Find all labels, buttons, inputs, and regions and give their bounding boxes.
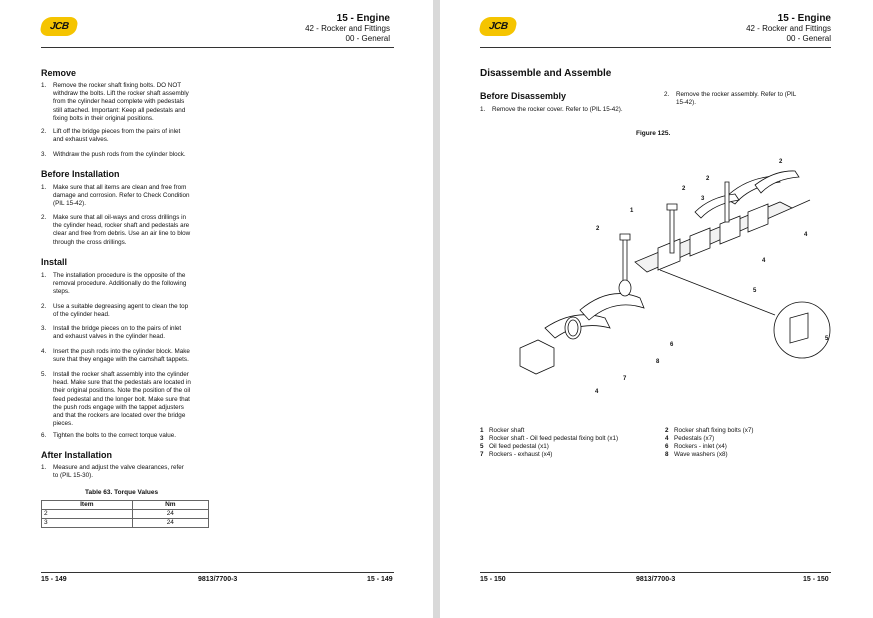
step-line: Withdraw the push rods from the cylinder block. xyxy=(53,151,186,158)
step-number: 6. xyxy=(41,432,47,439)
callout-label: 7 xyxy=(623,376,627,382)
step-line: Use a suitable degreasing agent to clean the top xyxy=(53,303,189,310)
step-line: clear and free from debris. Use an air line to blow xyxy=(53,230,191,238)
step-line: Install the bridge pieces on to the pairs of inlet xyxy=(53,325,182,332)
step-line: their original positions. Note the position of the oil xyxy=(53,387,191,395)
step-line: and exhaust valves in the cylinder head. xyxy=(53,333,166,341)
legend-item xyxy=(480,443,549,451)
step-number: 2. xyxy=(41,303,47,310)
after-installation-heading: After Installation xyxy=(41,450,113,460)
step-line: Make sure that all items are clean and free from xyxy=(53,184,187,191)
step-text xyxy=(53,128,213,144)
callout-label: 4 xyxy=(762,258,766,264)
step-item xyxy=(41,82,213,123)
legend-number: 7 xyxy=(480,451,484,458)
step-line: from the cylinder head complete with pedestals xyxy=(53,98,185,106)
step-text xyxy=(53,214,213,247)
step-line: fixing bolts in their original positions. xyxy=(53,114,154,122)
step-item xyxy=(664,91,832,108)
step-number: 3. xyxy=(41,151,47,158)
step-line: Insert the push rods into the cylinder block. Make xyxy=(53,348,190,355)
step-line: removal procedure. Additionally do the following xyxy=(53,280,187,288)
callout-label: 1 xyxy=(630,208,634,214)
step-line: to (PIL 15-30). xyxy=(53,472,94,480)
step-line: the push rods engage with the tappet adjusters xyxy=(53,403,184,411)
legend-text: Rockers - inlet (x4) xyxy=(674,443,727,450)
step-text xyxy=(676,91,832,107)
header-subsubsection: 00 - General xyxy=(786,34,831,43)
callout-label: 4 xyxy=(595,389,599,395)
step-item xyxy=(41,184,213,209)
table-cell: 3 xyxy=(42,519,133,528)
footer-rule xyxy=(480,572,831,573)
step-item xyxy=(41,432,213,440)
step-line: Measure and adjust the valve clearances, refer xyxy=(53,464,184,471)
legend-item xyxy=(665,435,714,443)
header-subsection: 42 - Rocker and Fittings xyxy=(305,24,390,33)
header-section: 15 - Engine xyxy=(777,13,831,24)
step-line: (PIL 15-42). xyxy=(53,200,87,208)
jcb-logo: JCB xyxy=(39,17,79,36)
table-cell: 24 xyxy=(132,510,208,519)
step-line: still attached. Important: Keep all pedestals and xyxy=(53,106,186,114)
step-number: 1. xyxy=(41,82,47,89)
step-number: 2. xyxy=(41,128,47,135)
step-line: steps. xyxy=(53,288,70,296)
footer-rule xyxy=(41,572,394,573)
legend-text: Rockers - exhaust (x4) xyxy=(489,451,553,458)
step-line: Make sure that all oil-ways and cross drillings in xyxy=(53,214,186,221)
step-text xyxy=(53,303,213,319)
legend-item xyxy=(665,443,727,451)
left-page xyxy=(0,0,433,618)
footer-doc-number: 9813/7700-3 xyxy=(636,576,676,583)
step-item xyxy=(41,464,213,480)
step-line: and that the rockers are located over the bridge xyxy=(53,412,186,420)
callout-label: 5 xyxy=(753,288,757,294)
legend-number: 4 xyxy=(665,435,669,442)
step-item xyxy=(41,348,213,364)
callout-label: 3 xyxy=(701,196,705,202)
step-line: 15-42). xyxy=(676,99,696,107)
callout-label: 6 xyxy=(670,342,674,348)
legend-text: Rocker shaft xyxy=(489,427,525,434)
before-disassembly-heading: Before Disassembly xyxy=(480,91,567,101)
header-subsubsection: 00 - General xyxy=(345,34,390,43)
step-line: Remove the rocker shaft fixing bolts. DO NOT xyxy=(53,82,182,89)
step-text xyxy=(53,272,213,297)
step-number: 1. xyxy=(41,464,47,471)
step-text xyxy=(53,151,213,159)
footer-page-number-right: 15 - 150 xyxy=(803,576,829,583)
callout-label: 2 xyxy=(596,226,600,232)
rocker-assembly-diagram xyxy=(480,150,835,400)
step-line: the cylinder head, rocker shaft and pedestals are xyxy=(53,222,190,230)
step-number: 1. xyxy=(480,106,486,113)
step-item xyxy=(41,303,213,319)
step-item xyxy=(41,151,213,159)
table-cell: 24 xyxy=(132,519,208,528)
legend-text: Wave washers (x8) xyxy=(674,451,728,458)
before-installation-heading: Before Installation xyxy=(41,169,120,179)
step-item xyxy=(41,371,213,428)
header-rule xyxy=(41,47,394,48)
legend-number: 2 xyxy=(665,427,669,434)
torque-table xyxy=(41,500,209,528)
step-item xyxy=(41,325,213,341)
legend-number: 1 xyxy=(480,427,484,434)
step-line: of the cylinder head. xyxy=(53,311,110,319)
step-line: pieces. xyxy=(53,420,73,428)
step-item xyxy=(480,106,645,114)
step-text xyxy=(492,106,645,114)
legend-item xyxy=(665,451,728,459)
step-line: damage and corrosion. Refer to Check Condition xyxy=(53,192,190,200)
step-line: The installation procedure is the opposite of the xyxy=(53,272,186,279)
install-heading: Install xyxy=(41,257,68,267)
legend-number: 3 xyxy=(480,435,484,442)
footer-page-number: 15 - 149 xyxy=(41,576,67,583)
callout-label: 2 xyxy=(682,186,686,192)
step-line: Tighten the bolts to the correct torque value. xyxy=(53,432,176,439)
page-header xyxy=(746,14,831,44)
footer-page-number: 15 - 150 xyxy=(480,576,506,583)
step-line: and exhaust valves. xyxy=(53,136,109,144)
step-number: 2. xyxy=(664,91,670,98)
legend-item xyxy=(480,451,552,459)
callout-label: 2 xyxy=(779,159,783,165)
jcb-logo: JCB xyxy=(478,17,518,36)
footer-doc-number: 9813/7700-3 xyxy=(198,576,238,583)
step-number: 5. xyxy=(41,371,47,378)
callout-label: 2 xyxy=(706,176,710,182)
step-text xyxy=(53,184,213,209)
legend-item xyxy=(480,427,524,435)
header-rule xyxy=(480,47,831,48)
disassemble-title: Disassemble and Assemble xyxy=(480,68,612,79)
step-line: Install the rocker shaft assembly into the cylinder xyxy=(53,371,189,378)
header-subsection: 42 - Rocker and Fittings xyxy=(746,24,831,33)
step-item xyxy=(41,214,213,247)
table-caption: Table 63. Torque Values xyxy=(85,489,159,496)
step-number: 4. xyxy=(41,348,47,355)
right-page xyxy=(440,0,873,618)
legend-number: 8 xyxy=(665,451,669,458)
step-line: Remove the rocker cover. Refer to (PIL 15-42). xyxy=(492,106,623,113)
step-line: Remove the rocker assembly. Refer to (PIL xyxy=(676,91,797,98)
legend-text: Oil feed pedestal (x1) xyxy=(489,443,549,450)
legend-text: Pedestals (x7) xyxy=(674,435,715,442)
table-row xyxy=(42,519,209,528)
step-text xyxy=(53,371,213,428)
step-item xyxy=(41,272,213,297)
callout-label: 5 xyxy=(825,336,829,342)
step-line: sure that they engage with the camshaft tappets. xyxy=(53,356,189,364)
legend-item xyxy=(665,427,753,435)
legend-number: 5 xyxy=(480,443,484,450)
page-header xyxy=(305,14,390,44)
diagram-drawing xyxy=(520,171,830,374)
callout-labels xyxy=(595,159,829,395)
table-row xyxy=(42,510,209,519)
step-text xyxy=(53,325,213,341)
legend-item xyxy=(480,435,618,443)
table-cell: 2 xyxy=(42,510,133,519)
step-number: 3. xyxy=(41,325,47,332)
step-number: 2. xyxy=(41,214,47,221)
step-number: 1. xyxy=(41,184,47,191)
legend-number: 6 xyxy=(665,443,669,450)
step-line: through the cross drillings. xyxy=(53,238,127,246)
step-text xyxy=(53,432,213,440)
step-line: Lift off the bridge pieces from the pairs of inlet xyxy=(53,128,181,135)
legend-text: Rocker shaft - Oil feed pedestal fixing bolt (x1) xyxy=(489,435,619,442)
step-line: feed pedestal and the longer bolt. Make sure that xyxy=(53,395,190,403)
step-text xyxy=(53,82,213,123)
step-text xyxy=(53,464,213,480)
step-text xyxy=(53,348,213,364)
step-line: withdraw the bolts. Lift the rocker shaft assembly xyxy=(53,90,189,98)
figure-caption: Figure 125. xyxy=(636,130,671,137)
step-line: head. Make sure that the pedestals are located in xyxy=(53,379,191,387)
step-number: 1. xyxy=(41,272,47,279)
header-section: 15 - Engine xyxy=(336,13,390,24)
footer-page-number-right: 15 - 149 xyxy=(367,576,393,583)
table-header-nm: Nm xyxy=(132,501,208,510)
step-item xyxy=(41,128,213,144)
callout-label: 4 xyxy=(804,232,808,238)
table-header-item: Item xyxy=(42,501,133,510)
callout-label: 8 xyxy=(656,359,660,365)
legend-text: Rocker shaft fixing bolts (x7) xyxy=(674,427,754,434)
remove-heading: Remove xyxy=(41,68,77,78)
